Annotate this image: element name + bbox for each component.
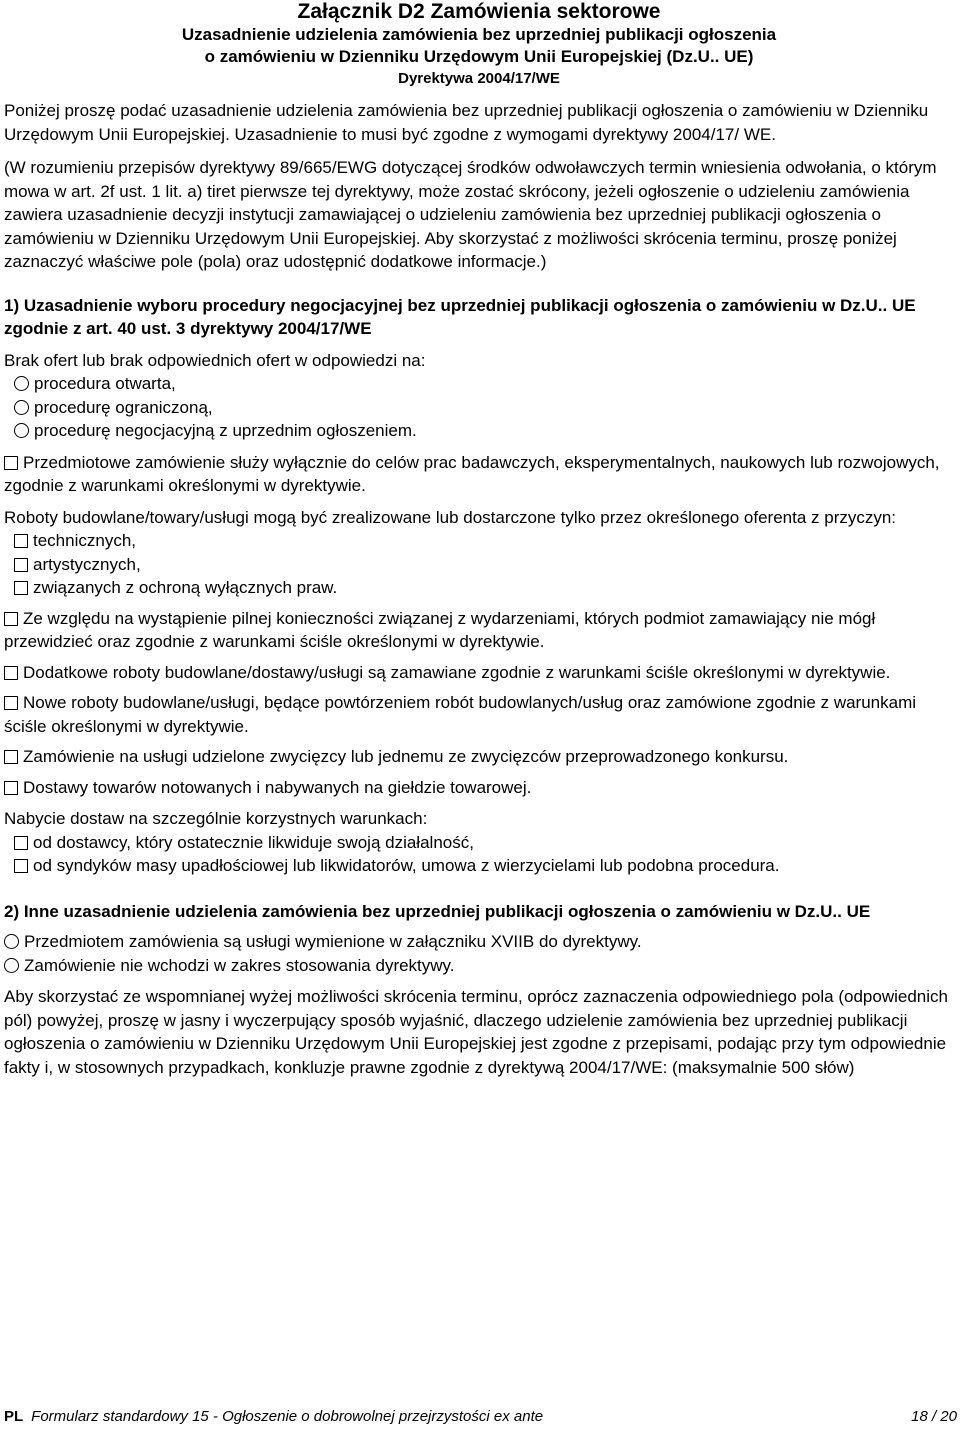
- document-page: [4, 0, 954, 1079]
- explanation-paragraph: Aby skorzystać ze wspomnianej wyżej możliwości skrócenia terminu, oprócz zaznaczenia odpowiedniego pola (odpowiednich pól) powyżej, proszę w jasny i wyczerpujący sposób wyjaśnić, dlaczego udzielenie zamówienia bez uprzedniej publikacji ogłoszenia o zamówieniu w Dzienniku Urzędowym Unii Europejskiej jest zgodne z przepisami, podając przy tym odpowiednie fakty i, w stosownych przypadkach, konkluzje prawne zgodnie z dyrektywą 2004/17/WE: (maksymalnie 500 słów): [4, 987, 948, 1077]
- option-winding-up-supplier[interactable]: od dostawcy, który ostatecznie likwiduje swoją działalność,: [14, 831, 954, 855]
- option-extreme-urgency[interactable]: Ze względu na wystąpienie pilnej konieczności związanej z wydarzeniami, których podmiot zamawiający nie mógł przewidzieć oraz zgodnie z warunkami ściśle określonymi w dyrektywie.: [4, 608, 876, 651]
- specific-tenderer-label: Roboty budowlane/towary/usługi mogą być zrealizowane lub dostarczone tylko przez określonego oferenta z przyczyn:: [4, 507, 897, 527]
- checkbox-icon[interactable]: [4, 781, 18, 795]
- option-negotiated-procedure[interactable]: procedurę negocjacyjną z uprzednim ogłoszeniem.: [14, 419, 954, 443]
- option-open-procedure[interactable]: procedura otwarta,: [14, 372, 954, 396]
- remedies-paragraph: (W rozumieniu przepisów dyrektywy 89/665/EWG dotyczącej środków odwoławczych termin wniesienia odwołania, o którym mowa w art. 2f ust. 1 lit. a) tiret pierwsze tej dyrektywy, może zostać skrócony, jeżeli ogłoszenie o udzieleniu zamówienia zawiera uzasadnienie decyzji instytucji zamawiającej o udzieleniu zamówienia bez uprzedniej publikacji ogłoszenia o zamówieniu w Dzienniku Urzędowym Unii Europejskiej. Aby skorzystać z możliwości skrócenia terminu, proszę poniżej zaznaczyć właściwe pole (pola) oraz udostępnić dodatkowe informacje.): [4, 158, 937, 271]
- checkbox-icon[interactable]: [14, 581, 28, 595]
- checkbox-icon[interactable]: [4, 696, 18, 710]
- checkbox-icon[interactable]: [14, 859, 28, 873]
- page-number: 18 / 20: [911, 1408, 957, 1425]
- option-repeat-works[interactable]: Nowe roboty budowlane/usługi, będące powtórzeniem robót budowlanych/usług oraz zamówione zgodnie z warunkami ściśle określonymi w dyrektywie.: [4, 693, 917, 736]
- checkbox-icon[interactable]: [14, 558, 28, 572]
- checkbox-icon[interactable]: [14, 534, 28, 548]
- radio-button-icon[interactable]: [14, 376, 29, 391]
- option-commodity-market[interactable]: Dostawy towarów notowanych i nabywanych na giełdzie towarowej.: [4, 776, 954, 800]
- section-2-heading: 2) Inne uzasadnienie udzielenia zamówienia bez uprzedniej publikacji ogłoszenia o zamówieniu w Dz.U.. UE: [4, 901, 871, 921]
- option-restricted-procedure[interactable]: procedurę ograniczoną,: [14, 396, 954, 420]
- intro-paragraph: Poniżej proszę podać uzasadnienie udzielenia zamówienia bez uprzedniej publikacji ogłoszenia o zamówieniu w Dzienniku Urzędowym Unii Europejskiej. Uzasadnienie to musi być zgodne z wymogami dyrektywy 2004/17/ WE.: [4, 101, 929, 144]
- option-research-purposes[interactable]: Przedmiotowe zamówienie służy wyłącznie do celów prac badawczych, eksperymentalnych, naukowych lub rozwojowych, zgodnie z warunkami określonymi w dyrektywie.: [4, 452, 940, 495]
- specific-tenderer-options: [4, 529, 954, 600]
- option-outside-directive-scope[interactable]: Zamówienie nie wchodzi w zakres stosowania dyrektywy.: [4, 954, 954, 978]
- radio-button-icon[interactable]: [14, 423, 29, 438]
- checkbox-icon[interactable]: [4, 666, 18, 680]
- option-design-contest[interactable]: Zamówienie na usługi udzielone zwycięzcy lub jednemu ze zwycięzców przeprowadzonego konkursu.: [4, 745, 954, 769]
- radio-button-icon[interactable]: [14, 400, 29, 415]
- advantageous-terms-label: Nabycie dostaw na szczególnie korzystnych warunkach:: [4, 809, 428, 828]
- language-code: PL: [4, 1408, 24, 1425]
- radio-button-icon[interactable]: [4, 934, 19, 949]
- form-name: Formularz standardowy 15 - Ogłoszenie o dobrowolnej przejrzystości ex ante: [31, 1408, 544, 1425]
- option-annex-xviib-services[interactable]: Przedmiotem zamówienia są usługi wymienione w załączniku XVIIB do dyrektywy.: [4, 930, 954, 954]
- option-technical-reasons[interactable]: technicznych,: [14, 529, 954, 553]
- advantageous-terms-options: [4, 831, 954, 878]
- no-offers-options: [4, 372, 954, 443]
- option-additional-works[interactable]: Dodatkowe roboty budowlane/dostawy/usługi są zamawiane zgodnie z warunkami ściśle określonymi w dyrektywie.: [4, 661, 954, 685]
- section-2-options: [4, 930, 954, 977]
- checkbox-icon[interactable]: [4, 456, 18, 470]
- checkbox-icon[interactable]: [4, 750, 18, 764]
- checkbox-icon[interactable]: [14, 836, 28, 850]
- directive-label: Dyrektywa 2004/17/WE: [398, 70, 560, 87]
- page-footer: [4, 1408, 957, 1426]
- annex-subtitle-line1: Uzasadnienie udzielenia zamówienia bez uprzedniej publikacji ogłoszenia: [181, 25, 777, 44]
- checkbox-icon[interactable]: [4, 612, 18, 626]
- option-artistic-reasons[interactable]: artystycznych,: [14, 553, 954, 577]
- section-1-heading: 1) Uzasadnienie wyboru procedury negocjacyjnej bez uprzedniej publikacji ogłoszenia o zamówieniu w Dz.U.. UE zgodnie z art. 40 ust. 3 dyrektywy 2004/17/WE: [4, 295, 916, 338]
- option-exclusive-rights[interactable]: związanych z ochroną wyłącznych praw.: [14, 576, 954, 600]
- radio-button-icon[interactable]: [4, 958, 19, 973]
- option-insolvency-receiver[interactable]: od syndyków masy upadłościowej lub likwidatorów, umowa z wierzycielami lub podobna procedura.: [14, 854, 954, 878]
- annex-title: Załącznik D2 Zamówienia sektorowe: [297, 0, 661, 23]
- no-offers-label: Brak ofert lub brak odpowiednich ofert w odpowiedzi na:: [4, 350, 426, 370]
- annex-subtitle-line2: o zamówieniu w Dzienniku Urzędowym Unii Europejskiej (Dz.U.. UE): [204, 47, 754, 66]
